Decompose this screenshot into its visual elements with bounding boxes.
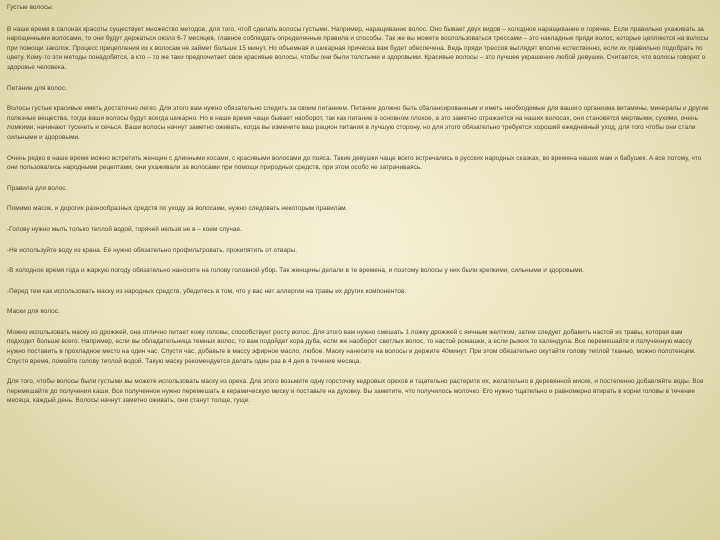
paragraph-nutrition: Волосы густые красивые иметь достаточно легко. Для этого вам нужно обязательно следить за своим питанием. Питание должно быть сбалансированным и иметь необходимые для вашего организма витамины, минералы и другие полезные вещества, тогда ваши волосы будут всегда шикарно. Но в наше время чаще бывает наоборот, так как питание в основном плохое, а это заметно отражается на наших волосах, они становятся мертвыми, сухими, очень ломкими, начинают тускнеть и сечься. Ваши волосы начнут заметно оживать, когда вы измените ваш рацион питания в лучшую сторону, но для этого обязательно требуется хороший ежедневный уход, для того чтобы они стали сильными и здоровыми. (7, 105, 709, 141)
rule-item: -Голову нужно мыть только теплой водой, горячей нельзя не в – коем случае. (7, 225, 242, 233)
document-title: Густые волосы. (7, 4, 54, 11)
paragraph-intro: В наше время в салонах красоты существует множество методов, для того, чтоб сделать волосы густыми. Например, наращивание волос. Оно бывает двух видов – холодное наращивание и горячее. Если правильно ухаживать за нарощенными волосами, то они будут держаться около 6-7 месяцев, главное соблюдать определенные правила и способы. Так же вы можете воспользоваться трессами – это накладные пряди волос, которые цепляются на волосы при помощи заколок. Процесс прицепления их к волосам не займет больше 15 минут. Но объемная и шикарная прическа вам будет обеспечена. Ведь пряди трессов выглядят вполне естественно, если их правильно подобрать по цвету. Кому-то эти методы понадобятся, а кто – то же таки предпочитает свои красивые волосы, чтобы они были толстыми и здоровыми. Красивые волосы – это лучшее украшение любой девушки. Считается, что волосы говорят о здоровье человека. (7, 25, 709, 71)
rule-item: -Не используйте воду из крана. Её нужно обязательно профильтровать, прокипятить от отвары. (7, 246, 298, 254)
paragraph-nut-mask: Для того, чтобы волосы были густыми вы можете использовать маску из ореха. Для этого возьмите одну горсточку кедровых орехов и тщательно растерите их, желательно в деревянной миске, и постепенно добавляйте воды. Все перемешайте до получения каши. Все полученное нужно перемешать в керамическую миску и поставьте на духовку. Вы заметите, что получилось молочко. Его нужно тщательно и равномерно втирать в корни головы в течение месяца, каждый день. Волосы начнут заметно оживать, они станут толще, гуще. (7, 378, 704, 405)
rule-item: -Перед тем как использовать маску из народных средств, убедитесь в том, что у вас нет аллергии на травы их других компонентов. (7, 287, 407, 295)
paragraph-rules-intro: Помимо масок, и дорогих разнообразных средств по уходу за волосами, нужно следовать некоторым правилам. (7, 205, 348, 213)
paragraph-yeast-mask: Можно использовать маску из дрожжей, она отлично питает кожу головы, способствует росту волос. Для этого вам нужно смешать 1 ложку дрожжей с яичным желтком, затем следует добавить настой из травы, которая вам подходит больше всего. Например, если вы обладательница темных волос, то вам подойдет кора дуба, если же наоборот светлых волос, то настой ромашки, а если рыжих то календула. Все перемешайте и полученную массу нужно поставить в прохладное место на один час. Спустя час, добавьте в массу эфирное масло, любое. Маску нанесите на волосы и держите 40минут. При этом обязательно окутайте голову теплой тканью, можно полотенцем. Спустя время, помойте голову теплой водой. Такую маску рекомендуется делать один раз в 4 дня в течение месяца. (7, 328, 696, 365)
paragraph-long-hair: Очень редко в наше время можно встретить женщин с длинными косами, с красивыми волосами до пояса. Такие девушки чаще всего встречались в русских народных сказках, во времена наших мам и бабушек. А все потому, что они пользовались народными рецептами, они ухаживали за волосами при помощи природных средств, при этом особо не затрачиваясь. (7, 154, 702, 172)
section-heading-nutrition: Питание для волос. (7, 84, 67, 92)
rule-item: -В холодное время года и жаркую погоду обязательно наносите на голову головной убор. Так женщины делали в те времена, и поэтому волосы у них были крепкими, сильными и здоровыми. (7, 267, 585, 275)
section-heading-masks: Маски для волос. (7, 308, 60, 316)
section-heading-rules: Правила для волос. (7, 184, 68, 192)
